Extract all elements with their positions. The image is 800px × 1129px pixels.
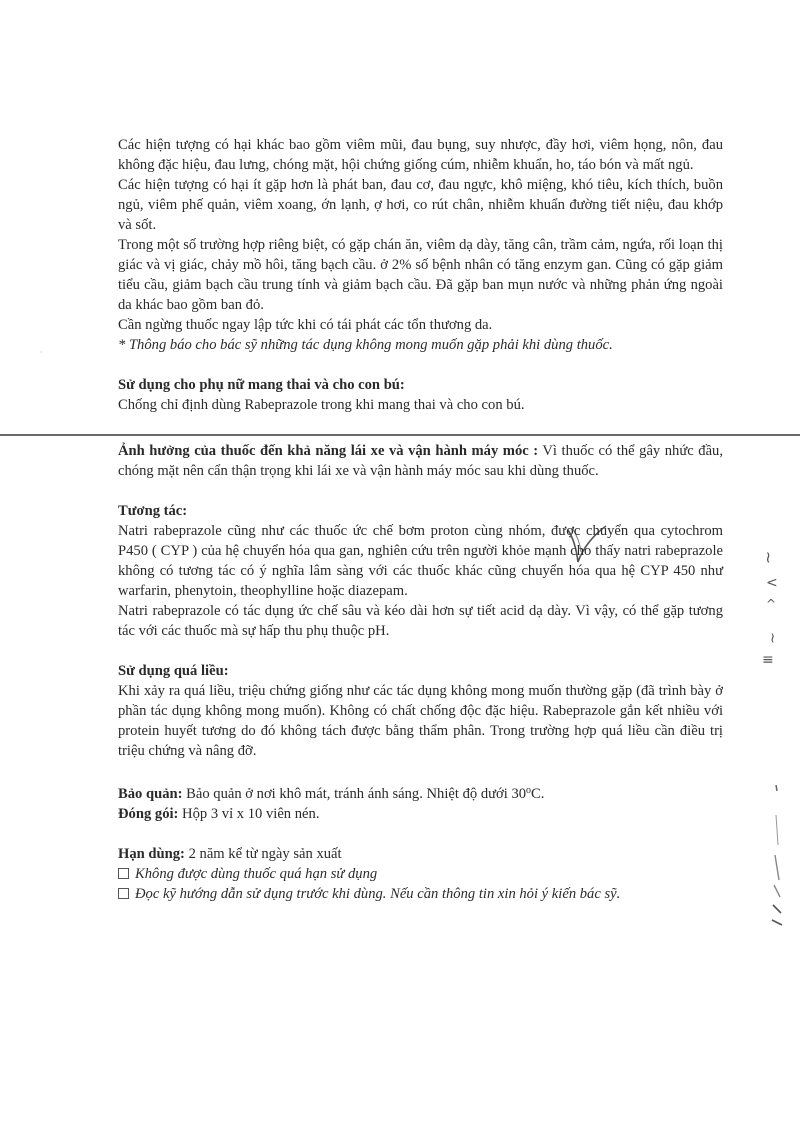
packaging-text: Hộp 3 vỉ x 10 viên nén. xyxy=(178,806,320,822)
storage-degree: o xyxy=(526,785,532,796)
checkbox-icon xyxy=(118,868,129,879)
margin-stamp-mark: ^ xyxy=(766,597,777,611)
interaction-text-1: Natri rabeprazole cũng như các thuốc ức chế bơm proton cùng nhóm, được chuyển qua cytochrom P450 ( CYP ) của hệ chuyển hóa qua gan, nghiên cứu trên người khỏe mạnh cho thấy natri rabeprazole không có tương tác có ý nghĩa lâm sàng với các thuốc khác cũng chuyển hóa qua hệ CYP 450 như warfarin, phenytoin, theophylline hoặc diazepam. xyxy=(118,523,723,599)
stop-medication-note: Cần ngừng thuốc ngay lập tức khi có tái phát các tổn thương da. xyxy=(118,317,493,333)
storage-line xyxy=(118,781,723,804)
pregnancy-heading: Sử dụng cho phụ nữ mang thai và cho con bú: xyxy=(118,377,405,393)
margin-stamp-mark: ~ xyxy=(759,550,779,565)
margin-stamp-mark: ~ xyxy=(763,632,780,644)
storage-label: Bảo quản: xyxy=(118,786,183,802)
margin-scan-artifact-icon xyxy=(770,785,784,935)
checkbox-icon xyxy=(118,888,129,899)
packaging-line xyxy=(118,804,723,824)
adverse-effects-rare: Trong một số trường hợp riêng biệt, có gặp chán ăn, viêm dạ dày, tăng cân, trầm cảm, ngứa, rối loạn thị giác và vị giác, chảy mồ hôi, tăng bạch cầu. ở 2% số bệnh nhân có tăng enzym gan. Cũng có gặp giảm tiểu cầu, giảm bạch cầu trung tính và giảm bạch cầu. Đã gặp ban mụn nước và những phản ứng ngoài da khác bao gồm ban đỏ. xyxy=(118,237,723,313)
expiry-text: 2 năm kể từ ngày sản xuất xyxy=(184,846,342,862)
margin-stamp-mark: < xyxy=(766,575,778,591)
expiry-label: Hạn dùng: xyxy=(118,846,185,862)
margin-dot-mark: · xyxy=(40,348,43,357)
interaction-heading: Tương tác: xyxy=(118,503,188,519)
overdose-heading: Sử dụng quá liều: xyxy=(118,663,229,679)
pregnancy-text: Chống chỉ định dùng Rabeprazole trong khi mang thai và cho con bú. xyxy=(118,397,525,413)
note-text: Không được dùng thuốc quá hạn sử dụng xyxy=(135,866,378,882)
adverse-effects-paragraph: Các hiện tượng có hại khác bao gồm viêm mũi, đau bụng, suy nhược, đầy hơi, viêm họng, nôn, đau không đặc hiệu, đau lưng, chóng mặt, hội chứng giống cúm, nhiễm khuẩn, ho, táo bón và mất ngủ. xyxy=(118,137,723,173)
document-body xyxy=(118,135,723,904)
storage-text: Bảo quản ở nơi khô mát, tránh ánh sáng. Nhiệt độ dưới 30 xyxy=(182,786,527,802)
expiry-line xyxy=(118,844,723,864)
notify-doctor-note: * Thông báo cho bác sỹ những tác dụng không mong muốn gặp phải khi dùng thuốc. xyxy=(118,337,613,353)
driving-text: Vì thuốc có thể gây nhức đầu, chóng mặt nên cẩn thận trọng khi lái xe và vận hành máy móc sau khi dùng thuốc. xyxy=(118,443,723,479)
note-text: Đọc kỹ hướng dẫn sử dụng trước khi dùng. Nếu cần thông tin xin hỏi ý kiến bác sỹ. xyxy=(135,886,621,902)
overdose-text: Khi xảy ra quá liều, triệu chứng giống như các tác dụng không mong muốn thường gặp (đã trình bày ở phần tác dụng không mong muốn). Không có chất chống độc đặc hiệu. Rabeprazole gắn kết nhiều với protein huyết tương do đó không tách được bằng thẩm phân. Trong trường hợp quá liều cần điều trị triệu chứng và nâng đỡ. xyxy=(118,683,723,759)
margin-stamp-mark: ≡ xyxy=(762,652,774,668)
storage-unit: C. xyxy=(531,786,545,802)
driving-heading: Ảnh hưởng của thuốc đến khả năng lái xe và vận hành máy móc : xyxy=(118,443,539,459)
packaging-label: Đóng gói: xyxy=(118,806,179,822)
note-item xyxy=(118,884,723,904)
driving-section xyxy=(118,441,723,481)
adverse-effects-uncommon: Các hiện tượng có hại ít gặp hơn là phát ban, đau cơ, đau ngực, khô miệng, khó tiêu, kích thích, buồn ngủ, viêm phế quản, viêm xoang, ớn lạnh, ợ hơi, co rút chân, nhiễm khuẩn đường tiết niệu, đau khớp và sốt. xyxy=(118,177,723,233)
note-item xyxy=(118,864,723,884)
interaction-text-2: Natri rabeprazole có tác dụng ức chế sâu và kéo dài hơn sự tiết acid dạ dày. Vì vậy, có thể gặp tương tác với các thuốc mà sự hấp thu phụ thuộc pH. xyxy=(118,603,723,639)
